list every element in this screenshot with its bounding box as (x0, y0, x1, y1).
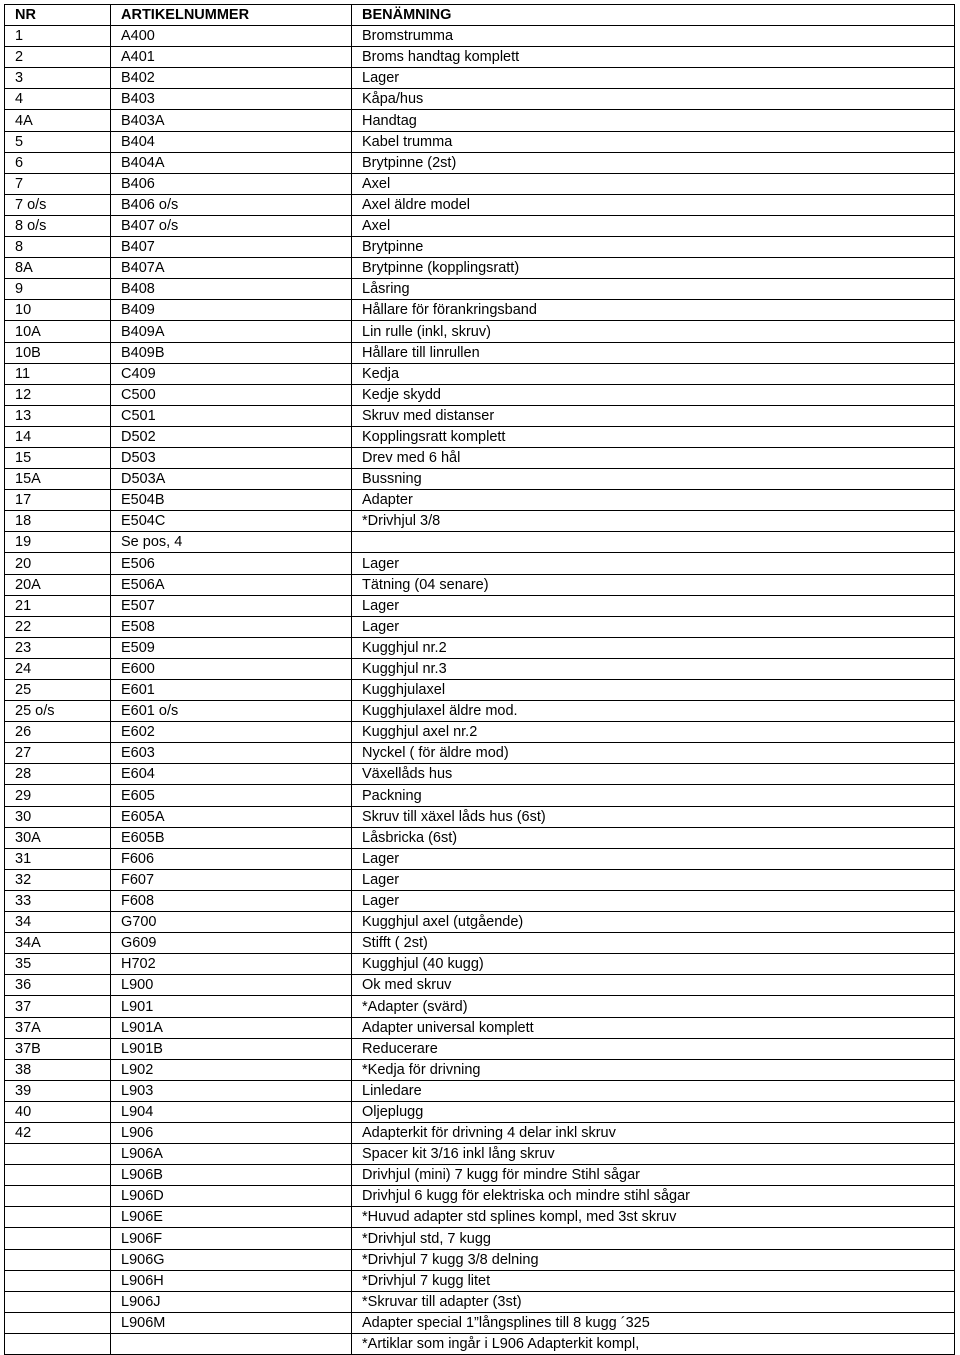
cell-nr: 4A (5, 110, 111, 131)
cell-benamning: Spacer kit 3/16 inkl lång skruv (352, 1144, 955, 1165)
cell-artikelnummer: B408 (111, 279, 352, 300)
cell-benamning: Packning (352, 785, 955, 806)
cell-benamning: Växellåds hus (352, 764, 955, 785)
table-row (5, 342, 955, 363)
cell-artikelnummer: E604 (111, 764, 352, 785)
cell-nr (5, 1186, 111, 1207)
cell-artikelnummer: E506A (111, 574, 352, 595)
cell-nr (5, 1249, 111, 1270)
cell-nr: 22 (5, 616, 111, 637)
cell-artikelnummer: L904 (111, 1101, 352, 1122)
cell-benamning: Adapterkit för drivning 4 delar inkl skruv (352, 1122, 955, 1143)
cell-nr: 28 (5, 764, 111, 785)
cell-benamning: *Drivhjul 7 kugg litet (352, 1270, 955, 1291)
cell-benamning: Kopplingsratt komplett (352, 426, 955, 447)
cell-benamning: Brytpinne (352, 237, 955, 258)
table-row (5, 279, 955, 300)
cell-artikelnummer: E601 (111, 680, 352, 701)
cell-nr: 15 (5, 447, 111, 468)
cell-artikelnummer: A400 (111, 26, 352, 47)
cell-nr: 23 (5, 637, 111, 658)
cell-benamning: Adapter universal komplett (352, 1017, 955, 1038)
cell-benamning: Kugghjulaxel äldre mod. (352, 701, 955, 722)
cell-nr (5, 1165, 111, 1186)
table-row (5, 869, 955, 890)
header-benamning: BENÄMNING (352, 5, 955, 26)
cell-artikelnummer: B407 (111, 237, 352, 258)
cell-artikelnummer: D503 (111, 447, 352, 468)
cell-nr: 17 (5, 490, 111, 511)
cell-benamning: *Artiklar som ingår i L906 Adapterkit kompl, (352, 1333, 955, 1354)
cell-benamning: Axel (352, 173, 955, 194)
cell-benamning: *Kedja för drivning (352, 1059, 955, 1080)
cell-nr: 30A (5, 827, 111, 848)
cell-nr: 39 (5, 1080, 111, 1101)
cell-nr: 18 (5, 511, 111, 532)
cell-artikelnummer: L906M (111, 1312, 352, 1333)
cell-benamning: Drev med 6 hål (352, 447, 955, 468)
cell-benamning: Kugghjul axel (utgående) (352, 912, 955, 933)
table-row (5, 1270, 955, 1291)
cell-benamning: Kugghjul (40 kugg) (352, 954, 955, 975)
cell-artikelnummer: B404 (111, 131, 352, 152)
cell-benamning: Axel (352, 215, 955, 236)
table-row (5, 933, 955, 954)
table-row (5, 511, 955, 532)
table-row (5, 848, 955, 869)
table-row (5, 1101, 955, 1122)
cell-artikelnummer: H702 (111, 954, 352, 975)
cell-nr: 25 (5, 680, 111, 701)
cell-benamning: Kugghjul axel nr.2 (352, 722, 955, 743)
cell-artikelnummer: B402 (111, 68, 352, 89)
table-row (5, 89, 955, 110)
cell-benamning: Skruv till xäxel låds hus (6st) (352, 806, 955, 827)
table-row (5, 194, 955, 215)
table-row (5, 300, 955, 321)
cell-nr: 8 (5, 237, 111, 258)
cell-nr: 8 o/s (5, 215, 111, 236)
table-row (5, 237, 955, 258)
table-row (5, 152, 955, 173)
table-row (5, 1017, 955, 1038)
cell-nr: 42 (5, 1122, 111, 1143)
cell-nr: 35 (5, 954, 111, 975)
cell-benamning: Oljeplugg (352, 1101, 955, 1122)
cell-artikelnummer: B409 (111, 300, 352, 321)
cell-benamning: Lager (352, 616, 955, 637)
cell-benamning: Brytpinne (2st) (352, 152, 955, 173)
cell-benamning: Reducerare (352, 1038, 955, 1059)
cell-nr: 40 (5, 1101, 111, 1122)
table-row (5, 954, 955, 975)
cell-benamning: Adapter special 1”långsplines till 8 kugg ´325 (352, 1312, 955, 1333)
cell-nr: 32 (5, 869, 111, 890)
table-row (5, 1333, 955, 1354)
table-row (5, 363, 955, 384)
table-row (5, 701, 955, 722)
cell-benamning: *Drivhjul std, 7 kugg (352, 1228, 955, 1249)
cell-artikelnummer: E504C (111, 511, 352, 532)
table-row (5, 131, 955, 152)
cell-artikelnummer: E508 (111, 616, 352, 637)
table-row (5, 616, 955, 637)
table-row (5, 806, 955, 827)
cell-nr (5, 1270, 111, 1291)
cell-benamning: Låsring (352, 279, 955, 300)
cell-nr: 2 (5, 47, 111, 68)
cell-nr: 1 (5, 26, 111, 47)
table-row (5, 595, 955, 616)
table-row (5, 110, 955, 131)
table-row (5, 26, 955, 47)
table-row (5, 426, 955, 447)
cell-benamning: Bromstrumma (352, 26, 955, 47)
cell-artikelnummer: E506 (111, 553, 352, 574)
cell-nr: 6 (5, 152, 111, 173)
cell-artikelnummer: C500 (111, 384, 352, 405)
cell-artikelnummer: L901 (111, 996, 352, 1017)
cell-artikelnummer: Se pos, 4 (111, 532, 352, 553)
cell-nr: 4 (5, 89, 111, 110)
cell-nr: 19 (5, 532, 111, 553)
cell-artikelnummer: E605 (111, 785, 352, 806)
table-row (5, 1186, 955, 1207)
cell-nr: 37B (5, 1038, 111, 1059)
cell-nr: 34 (5, 912, 111, 933)
cell-nr: 38 (5, 1059, 111, 1080)
cell-artikelnummer: A401 (111, 47, 352, 68)
cell-artikelnummer: L906A (111, 1144, 352, 1165)
cell-artikelnummer: D502 (111, 426, 352, 447)
cell-nr: 33 (5, 890, 111, 911)
cell-artikelnummer: B404A (111, 152, 352, 173)
cell-artikelnummer: L906 (111, 1122, 352, 1143)
table-row (5, 215, 955, 236)
table-row (5, 1144, 955, 1165)
table-row (5, 258, 955, 279)
cell-artikelnummer: L906F (111, 1228, 352, 1249)
table-row (5, 743, 955, 764)
cell-nr: 9 (5, 279, 111, 300)
cell-artikelnummer: G609 (111, 933, 352, 954)
table-row (5, 1038, 955, 1059)
cell-benamning: Lager (352, 553, 955, 574)
cell-benamning (352, 532, 955, 553)
table-body (5, 26, 955, 1355)
cell-benamning: Drivhjul 6 kugg för elektriska och mindre stihl sågar (352, 1186, 955, 1207)
table-row (5, 1228, 955, 1249)
cell-nr: 20A (5, 574, 111, 595)
table-row (5, 827, 955, 848)
cell-benamning: Kabel trumma (352, 131, 955, 152)
cell-nr: 29 (5, 785, 111, 806)
cell-nr: 5 (5, 131, 111, 152)
cell-artikelnummer: E603 (111, 743, 352, 764)
cell-benamning: Hållare till linrullen (352, 342, 955, 363)
cell-benamning: *Drivhjul 3/8 (352, 511, 955, 532)
cell-benamning: Axel äldre model (352, 194, 955, 215)
cell-nr: 3 (5, 68, 111, 89)
cell-benamning: *Huvud adapter std splines kompl, med 3st skruv (352, 1207, 955, 1228)
cell-nr: 37 (5, 996, 111, 1017)
cell-benamning: Adapter (352, 490, 955, 511)
table-row (5, 532, 955, 553)
table-row (5, 637, 955, 658)
cell-benamning: Drivhjul (mini) 7 kugg för mindre Stihl sågar (352, 1165, 955, 1186)
cell-benamning: Skruv med distanser (352, 405, 955, 426)
cell-artikelnummer: B406 (111, 173, 352, 194)
cell-nr: 26 (5, 722, 111, 743)
cell-benamning: Lager (352, 848, 955, 869)
table-row (5, 1249, 955, 1270)
table-row (5, 1122, 955, 1143)
table-row (5, 680, 955, 701)
table-row (5, 1291, 955, 1312)
table-row (5, 469, 955, 490)
cell-artikelnummer: E605B (111, 827, 352, 848)
cell-artikelnummer: L903 (111, 1080, 352, 1101)
table-row (5, 890, 955, 911)
cell-artikelnummer: E504B (111, 490, 352, 511)
cell-nr: 13 (5, 405, 111, 426)
cell-artikelnummer: E601 o/s (111, 701, 352, 722)
table-row (5, 785, 955, 806)
cell-benamning: Brytpinne (kopplingsratt) (352, 258, 955, 279)
cell-nr: 11 (5, 363, 111, 384)
cell-nr: 27 (5, 743, 111, 764)
cell-benamning: Låsbricka (6st) (352, 827, 955, 848)
cell-nr (5, 1144, 111, 1165)
cell-artikelnummer: L901B (111, 1038, 352, 1059)
cell-artikelnummer: F606 (111, 848, 352, 869)
cell-artikelnummer: B407A (111, 258, 352, 279)
cell-benamning: Bussning (352, 469, 955, 490)
cell-artikelnummer: B403A (111, 110, 352, 131)
cell-nr: 14 (5, 426, 111, 447)
cell-nr: 36 (5, 975, 111, 996)
cell-benamning: Hållare för förankringsband (352, 300, 955, 321)
cell-artikelnummer: E600 (111, 658, 352, 679)
header-nr: NR (5, 5, 111, 26)
cell-artikelnummer: L906J (111, 1291, 352, 1312)
cell-benamning: Handtag (352, 110, 955, 131)
cell-nr: 10A (5, 321, 111, 342)
cell-benamning: Tätning (04 senare) (352, 574, 955, 595)
cell-artikelnummer: B407 o/s (111, 215, 352, 236)
cell-artikelnummer: E509 (111, 637, 352, 658)
cell-artikelnummer: L906B (111, 1165, 352, 1186)
table-row (5, 405, 955, 426)
table-row (5, 658, 955, 679)
cell-nr: 10 (5, 300, 111, 321)
cell-nr: 8A (5, 258, 111, 279)
table-row (5, 47, 955, 68)
cell-benamning: *Adapter (svärd) (352, 996, 955, 1017)
cell-nr (5, 1228, 111, 1249)
table-row (5, 321, 955, 342)
cell-benamning: Kugghjulaxel (352, 680, 955, 701)
cell-benamning: Lager (352, 890, 955, 911)
cell-benamning: Kugghjul nr.3 (352, 658, 955, 679)
table-row (5, 447, 955, 468)
header-artikelnummer: ARTIKELNUMMER (111, 5, 352, 26)
cell-artikelnummer: E507 (111, 595, 352, 616)
cell-nr (5, 1312, 111, 1333)
table-row (5, 1165, 955, 1186)
cell-nr: 24 (5, 658, 111, 679)
cell-nr: 20 (5, 553, 111, 574)
cell-benamning: Linledare (352, 1080, 955, 1101)
cell-benamning: Kugghjul nr.2 (352, 637, 955, 658)
table-row (5, 1207, 955, 1228)
cell-benamning: Ok med skruv (352, 975, 955, 996)
cell-benamning: *Drivhjul 7 kugg 3/8 delning (352, 1249, 955, 1270)
cell-benamning: Kåpa/hus (352, 89, 955, 110)
table-row (5, 975, 955, 996)
table-row (5, 996, 955, 1017)
cell-benamning: Lin rulle (inkl, skruv) (352, 321, 955, 342)
cell-artikelnummer: B409A (111, 321, 352, 342)
cell-artikelnummer: L906H (111, 1270, 352, 1291)
cell-benamning: *Skruvar till adapter (3st) (352, 1291, 955, 1312)
table-row (5, 722, 955, 743)
cell-benamning: Stifft ( 2st) (352, 933, 955, 954)
cell-nr (5, 1333, 111, 1354)
table-row (5, 1080, 955, 1101)
cell-artikelnummer: L901A (111, 1017, 352, 1038)
cell-nr: 31 (5, 848, 111, 869)
cell-nr: 7 (5, 173, 111, 194)
table-row (5, 574, 955, 595)
cell-benamning: Broms handtag komplett (352, 47, 955, 68)
cell-benamning: Lager (352, 869, 955, 890)
cell-artikelnummer: L906D (111, 1186, 352, 1207)
table-row (5, 1059, 955, 1080)
cell-artikelnummer: D503A (111, 469, 352, 490)
cell-nr: 34A (5, 933, 111, 954)
cell-benamning: Kedja (352, 363, 955, 384)
parts-table (4, 4, 955, 1355)
cell-artikelnummer: B406 o/s (111, 194, 352, 215)
cell-artikelnummer: L906E (111, 1207, 352, 1228)
cell-nr: 7 o/s (5, 194, 111, 215)
table-row (5, 553, 955, 574)
cell-artikelnummer: L906G (111, 1249, 352, 1270)
cell-artikelnummer: F607 (111, 869, 352, 890)
cell-artikelnummer: E602 (111, 722, 352, 743)
cell-artikelnummer: C501 (111, 405, 352, 426)
cell-nr: 15A (5, 469, 111, 490)
cell-nr (5, 1291, 111, 1312)
table-row (5, 912, 955, 933)
cell-nr (5, 1207, 111, 1228)
cell-nr: 21 (5, 595, 111, 616)
cell-artikelnummer: F608 (111, 890, 352, 911)
table-row (5, 764, 955, 785)
cell-benamning: Lager (352, 595, 955, 616)
cell-benamning: Lager (352, 68, 955, 89)
cell-nr: 10B (5, 342, 111, 363)
cell-nr: 12 (5, 384, 111, 405)
header-row (5, 5, 955, 26)
cell-artikelnummer: E605A (111, 806, 352, 827)
table-row (5, 173, 955, 194)
cell-nr: 37A (5, 1017, 111, 1038)
cell-artikelnummer: C409 (111, 363, 352, 384)
table-row (5, 68, 955, 89)
table-row (5, 384, 955, 405)
table-row (5, 1312, 955, 1333)
cell-artikelnummer: L900 (111, 975, 352, 996)
cell-benamning: Nyckel ( för äldre mod) (352, 743, 955, 764)
cell-artikelnummer: G700 (111, 912, 352, 933)
cell-nr: 30 (5, 806, 111, 827)
table-row (5, 490, 955, 511)
cell-artikelnummer: L902 (111, 1059, 352, 1080)
cell-artikelnummer (111, 1333, 352, 1354)
cell-benamning: Kedje skydd (352, 384, 955, 405)
cell-nr: 25 o/s (5, 701, 111, 722)
cell-artikelnummer: B409B (111, 342, 352, 363)
cell-artikelnummer: B403 (111, 89, 352, 110)
